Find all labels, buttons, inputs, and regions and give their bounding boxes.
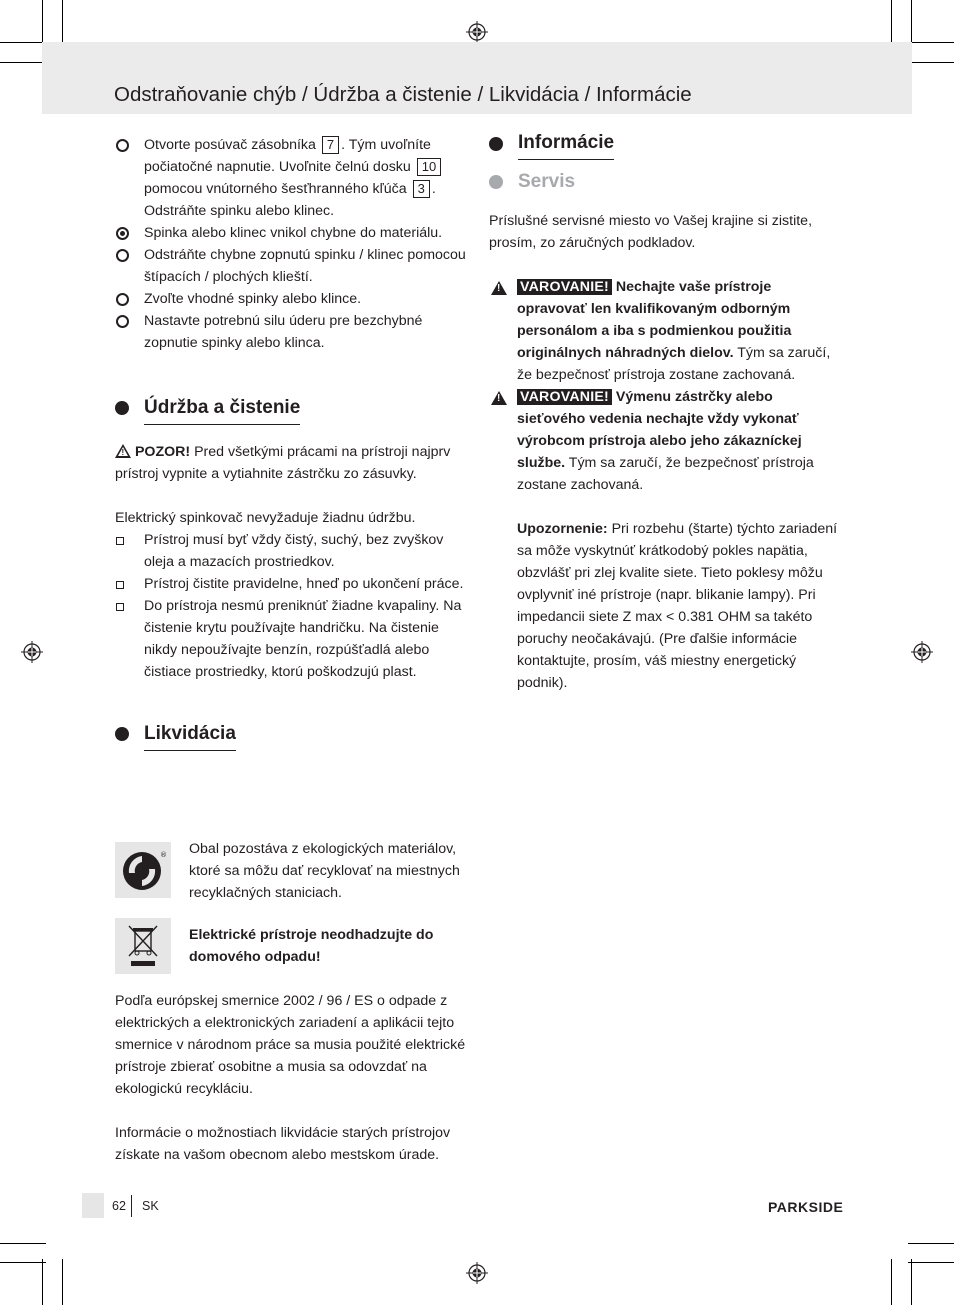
crossed-bin-icon [115,918,171,974]
footer-divider [131,1195,132,1217]
warning-block: ! VAROVANIE! Výmenu zástrčky alebo sieťového vedenia nechajte vždy vykonať výrobcom prístroja alebo jeho zákazníckej službe. Tým sa zaručí, že bezpečnosť prístroja zostane zachovaná. [489,386,841,496]
page-title: Odstraňovanie chýb / Údržba a čistenie / Likvidácia / Informácie [114,83,692,106]
registration-mark-icon [911,641,933,663]
circle-bullet-icon [116,315,129,328]
crop-mark [62,0,63,46]
caution-paragraph: ! POZOR! Pred všetkými prácami na prístroji najprv prístroj vypnite a vytiahnite zástrčku zo zásuvky. [115,441,467,485]
list-item: Zvoľte vhodné spinky alebo klince. [115,288,467,310]
warning-triangle-icon [115,444,131,458]
crop-mark [42,0,43,46]
crop-mark [908,42,954,43]
crop-mark [908,1262,954,1263]
bullet-dot-icon [489,137,503,151]
list-item: Spinka alebo klinec vnikol chybne do materiálu. [115,222,467,244]
crop-mark [911,0,912,46]
list-item: Prístroj čistite pravidelne, hneď po ukončení práce. [115,573,467,595]
square-bullet-icon [116,603,124,611]
warning-block: ! VAROVANIE! Nechajte vaše prístroje opravovať len kvalifikovaným odborným personálom a iba s podmienkou použitia originálnych náhradných dielov. Tým sa zaručí, že bezpečnosť prístroja zostane zachovaná. [489,276,841,386]
warning-badge: VAROVANIE! [517,389,612,405]
crop-mark [0,1243,46,1244]
left-column [115,134,467,751]
circle-bullet-icon [116,139,129,152]
service-text: Príslušné servisné miesto vo Vašej krajine si zistite, prosím, zo záručných podkladov. [489,213,813,251]
packaging-text: Obal pozostáva z ekologických materiálov, ktoré sa môžu dať recyklovať na miestnych recyklačných staniciach. [189,841,460,901]
maintenance-list [115,529,467,683]
crop-mark [0,62,46,63]
crop-mark [0,42,46,43]
disposal-info-text: Informácie o možnostiach likvidácie starých prístrojov získate na vašom obecnom alebo mestskom úrade. [115,1125,451,1163]
section-heading-information: Informácie [489,128,614,160]
footer-tab [82,1193,104,1218]
part-number: 7 [322,136,339,154]
list-item: Nastavte potrebnú silu úderu pre bezchybné zopnutie spinky alebo klinca. [115,310,467,354]
list-item: Otvorte posúvač zásobníka 7 . Tým uvoľníte počiatočné napnutie. Uvoľnite čelnú dosku 10 pomocou vnútorného šesťhranného kľúča 3 . Odstráňte spinku alebo klinec. [115,134,467,222]
registered-mark: ® [160,851,167,859]
list-item: Odstráňte chybne zopnutú spinku / klinec pomocou štípacích / plochých klieští. [115,244,467,288]
directive-text: Podľa európskej smernice 2002 / 96 / ES o odpade z elektrických a elektronických zariadení a aplikácii tejto smernice v národnom práce sa musia použité elektrické prístroje zbierať osobitne a musia sa odovzdať na ekologickú recykláciu. [115,993,466,1097]
crop-mark [42,1259,43,1305]
section-heading-maintenance: Údržba a čistenie [115,395,300,425]
bullet-dot-icon [115,401,129,415]
list-item: Do prístroja nesmú preniknúť žiadne kvapaliny. Na čistenie krytu používajte handričku. Na čistenie nikdy nepoužívajte benzín, rozpúšťadlá alebo čistiace prostriedky, ktorú poškodzujú plast. [115,595,467,683]
registration-mark-icon [21,641,43,663]
right-column [489,128,841,694]
brand-logo: PARKSIDE [768,1199,844,1215]
warning-badge: VAROVANIE! [517,279,612,295]
language-code: SK [142,1199,159,1213]
crop-mark [908,62,954,63]
crop-mark [0,1262,46,1263]
square-bullet-icon [116,537,124,545]
crop-mark [62,1259,63,1305]
bullet-dot-icon [115,727,129,741]
warning-triangle-icon [491,281,507,295]
target-bullet-icon [116,227,129,240]
circle-bullet-icon [116,293,129,306]
list-item: Prístroj musí byť vždy čistý, suchý, bez zvyškov oleja a mazacích prostriedkov. [115,529,467,573]
crop-mark [891,0,892,46]
disposal-text-block [115,990,467,1166]
crop-mark [911,1259,912,1305]
troubleshoot-list [115,134,467,354]
page-number: 62 [112,1199,126,1213]
green-dot-recycling-icon [115,842,171,898]
section-heading-service: Servis [489,170,575,198]
square-bullet-icon [116,581,124,589]
weee-warning: Elektrické prístroje neodhadzujte do domového odpadu! [189,927,434,965]
registration-mark-icon [466,1262,488,1284]
section-heading-disposal: Likvidácia [115,721,236,751]
registration-mark-icon [466,21,488,43]
part-number: 10 [417,158,441,176]
part-number: 3 [413,180,430,198]
warning-triangle-icon [491,391,507,405]
note-paragraph: Upozornenie: Pri rozbehu (štarte) týchto zariadení sa môže vyskytnúť krátkodobý pokles napätia, obzvlášť pri zlej kvalite siete. Tieto poklesy môžu ovplyvniť iné prístroje (napr. blikanie lampy). Pri impedancii siete Z max < 0.381 OHM sa takéto poruchy neočakávajú. (Pre ďalšie informácie kontaktujte, prosím, váš miestny energetický podnik). [517,521,838,691]
crop-mark [891,1259,892,1305]
circle-bullet-icon [116,249,129,262]
bullet-dot-icon [489,175,503,189]
maintenance-intro: Elektrický spinkovač nevyžaduje žiadnu údržbu. [115,510,416,526]
crop-mark [908,1243,954,1244]
